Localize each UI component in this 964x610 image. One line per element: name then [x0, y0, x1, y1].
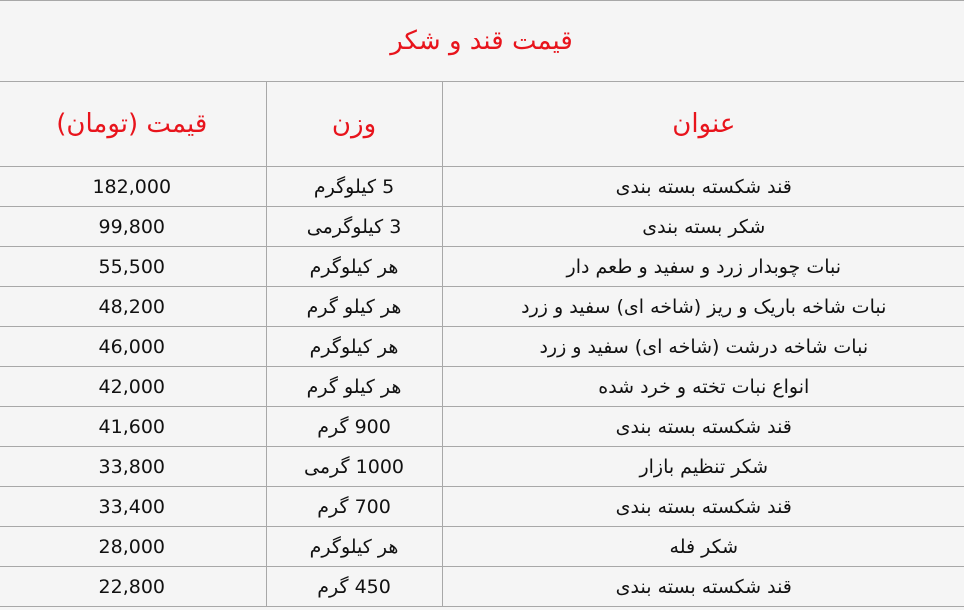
- cell-weight: هر کیلو گرم: [266, 287, 442, 327]
- cell-title: قند شکسته بسته بندی: [442, 407, 964, 447]
- cell-price: 182,000: [0, 167, 266, 207]
- table-row: [0, 287, 964, 327]
- cell-weight: هر کیلو گرم: [266, 367, 442, 407]
- cell-price: 33,800: [0, 447, 266, 487]
- cell-weight: هر کیلوگرم: [266, 327, 442, 367]
- table-row: [0, 487, 964, 527]
- cell-title: نبات شاخه درشت (شاخه ای) سفید و زرد: [442, 327, 964, 367]
- cell-title: انواع نبات تخته و خرد شده: [442, 367, 964, 407]
- cell-price: 22,800: [0, 567, 266, 607]
- table-row: [0, 447, 964, 487]
- cell-weight: 700 گرم: [266, 487, 442, 527]
- cell-title: شکر بسته بندی: [442, 207, 964, 247]
- cell-price: 28,000: [0, 527, 266, 567]
- table-row: [0, 207, 964, 247]
- header-weight: وزن: [266, 82, 442, 167]
- cell-price: 33,400: [0, 487, 266, 527]
- cell-title: قند شکسته بسته بندی: [442, 487, 964, 527]
- cell-title: نبات چوبدار زرد و سفید و طعم دار: [442, 247, 964, 287]
- cell-title: شکر تنظیم بازار: [442, 447, 964, 487]
- cell-title: قند شکسته بسته بندی: [442, 567, 964, 607]
- cell-price: 48,200: [0, 287, 266, 327]
- cell-price: 99,800: [0, 207, 266, 247]
- table-row: [0, 567, 964, 607]
- cell-price: 46,000: [0, 327, 266, 367]
- header-title: عنوان: [442, 82, 964, 167]
- header-price: قیمت (تومان): [0, 82, 266, 167]
- table-row: [0, 167, 964, 207]
- cell-weight: هر کیلوگرم: [266, 247, 442, 287]
- cell-weight: هر کیلوگرم: [266, 527, 442, 567]
- table-title: قیمت قند و شکر: [0, 1, 964, 82]
- cell-price: 42,000: [0, 367, 266, 407]
- cell-title: شکر فله: [442, 527, 964, 567]
- table-row: [0, 527, 964, 567]
- table-row: [0, 327, 964, 367]
- table-row: [0, 367, 964, 407]
- cell-weight: 1000 گرمی: [266, 447, 442, 487]
- table-row: [0, 247, 964, 287]
- cell-price: 55,500: [0, 247, 266, 287]
- cell-weight: 900 گرم: [266, 407, 442, 447]
- cell-price: 41,600: [0, 407, 266, 447]
- cell-title: نبات شاخه باریک و ریز (شاخه ای) سفید و زرد: [442, 287, 964, 327]
- cell-title: قند شکسته بسته بندی: [442, 167, 964, 207]
- cell-weight: 450 گرم: [266, 567, 442, 607]
- table-row: [0, 407, 964, 447]
- cell-weight: 5 کیلوگرم: [266, 167, 442, 207]
- table-body: [0, 167, 964, 607]
- title-row: [0, 1, 964, 82]
- header-row: [0, 82, 964, 167]
- cell-weight: 3 کیلوگرمی: [266, 207, 442, 247]
